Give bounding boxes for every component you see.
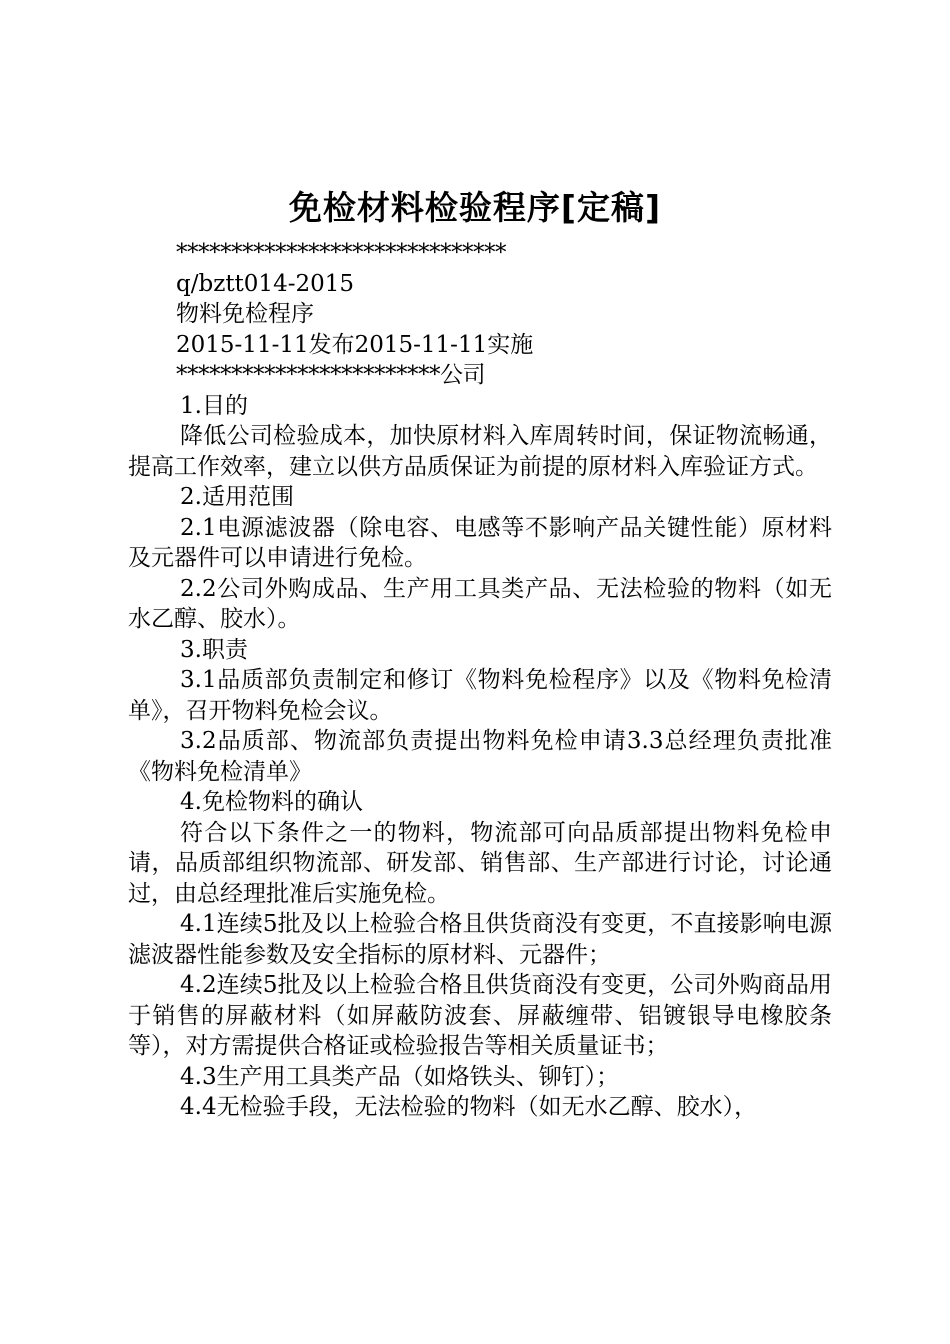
document-title: 免检材料检验程序[定稿]	[288, 188, 662, 227]
paragraph-purpose: 降低公司检验成本，加快原材料入库周转时间，保证物流畅通，提高工作效率，建立以供方品质保证为前提的原材料入库验证方式。	[128, 423, 832, 480]
paragraph-item-4-1: 4.1连续5批及以上检验合格且供货商没有变更，不直接影响电源滤波器性能参数及安全指标的原材料、元器件；	[128, 911, 832, 968]
paragraph-duties-3-2: 3.2品质部、物流部负责提出物料免检申请3.3总经理负责批准《物料免检清单》	[128, 728, 832, 785]
header-dates: 2015-11-11发布2015-11-11实施	[176, 331, 534, 358]
header-company-line: ************************公司	[176, 362, 485, 388]
paragraph-duties-3-1: 3.1品质部负责制定和修订《物料免检程序》以及《物料免检清单》，召开物料免检会议。	[128, 667, 832, 724]
document-body	[128, 238, 832, 1123]
paragraph-confirmation: 符合以下条件之一的物料，物流部可向品质部提出物料免检申请，品质部组织物流部、研发部、销售部、生产部进行讨论，讨论通过，由总经理批准后实施免检。	[128, 819, 832, 907]
paragraph-item-4-4: 4.4无检验手段，无法检验的物料（如无水乙醇、胶水），	[180, 1094, 758, 1120]
header-stars-line: ******************************	[176, 240, 506, 266]
section-heading-scope: 2.适用范围	[180, 484, 294, 510]
header-doc-name: 物料免检程序	[176, 301, 314, 327]
header-doc-code: q/bztt014-2015	[176, 270, 355, 297]
paragraph-scope-2-2: 2.2公司外购成品、生产用工具类产品、无法检验的物料（如无水乙醇、胶水）。	[128, 575, 832, 632]
paragraph-item-4-2: 4.2连续5批及以上检验合格且供货商没有变更，公司外购商品用于销售的屏蔽材料（如屏蔽防波套、屏蔽缠带、铝镀银导电橡胶条等），对方需提供合格证或检验报告等相关质量证书；	[128, 972, 832, 1059]
paragraph-item-4-3: 4.3生产用工具类产品（如烙铁头、铆钉）；	[180, 1063, 620, 1090]
section-heading-confirmation: 4.免检物料的确认	[180, 789, 363, 815]
paragraph-scope-2-1: 2.1电源滤波器（除电容、电感等不影响产品关键性能）原材料及元器件可以申请进行免检。	[128, 514, 832, 571]
section-heading-purpose: 1.目的	[180, 392, 248, 419]
section-heading-duties: 3.职责	[180, 636, 248, 663]
